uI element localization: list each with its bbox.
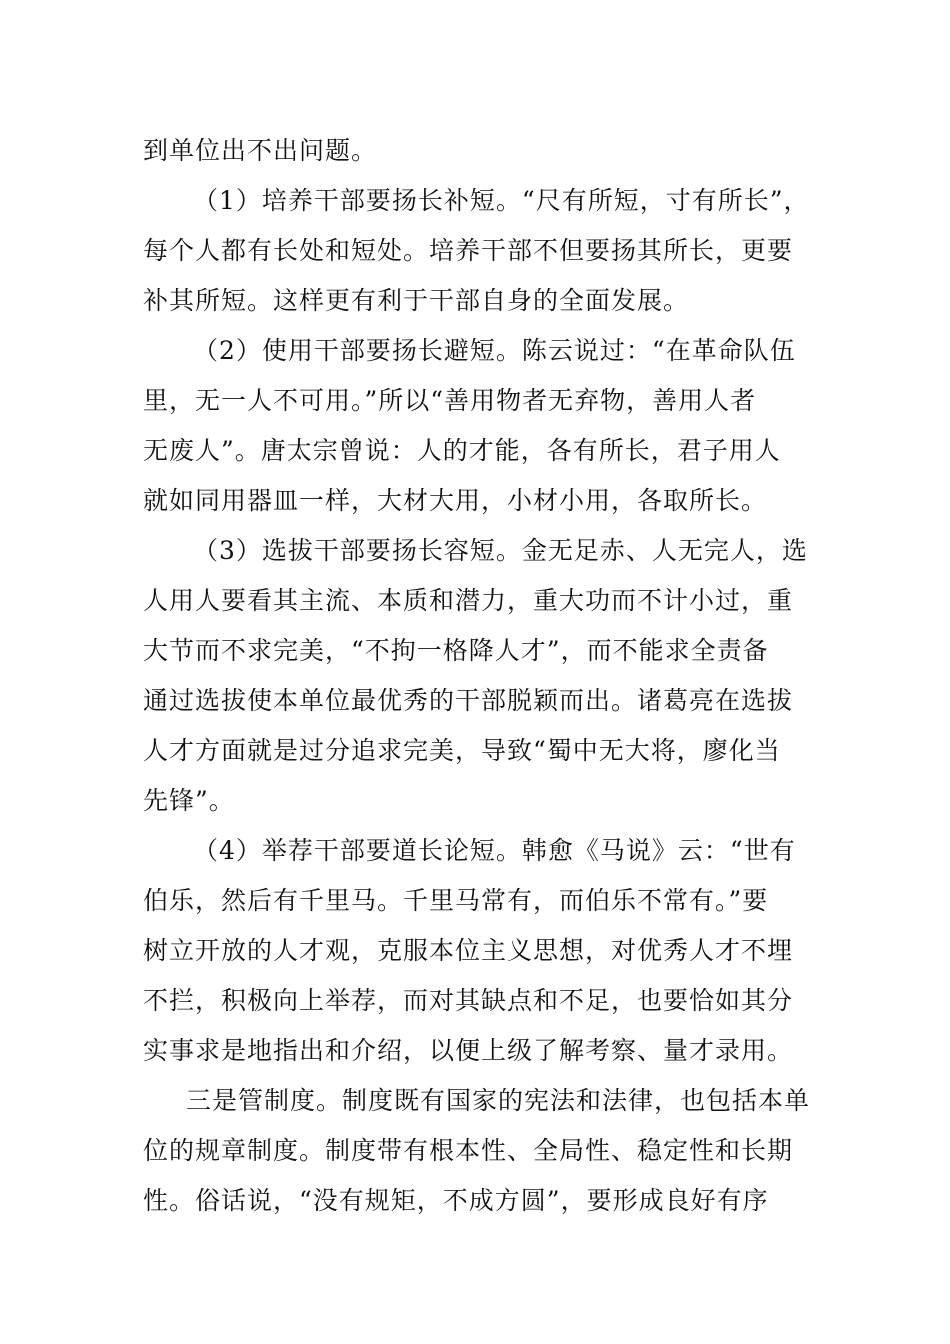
paragraph-1-start: （1）培养干部要扬长补短。“尺有所短，寸有所长”， bbox=[193, 186, 810, 215]
text-line: 位的规章制度。制度带有根本性、全局性、稳定性和长期 bbox=[143, 1136, 794, 1165]
text-line: 不拦，积极向上举荐，而对其缺点和不足，也要恰如其分 bbox=[143, 986, 794, 1015]
text-line: 到单位出不出问题。 bbox=[143, 136, 378, 165]
text-line: 树立开放的人才观，克服本位主义思想，对优秀人才不埋 bbox=[143, 936, 794, 965]
text-line: 伯乐，然后有千里马。千里马常有，而伯乐不常有。”要 bbox=[143, 886, 769, 915]
text-line: 实事求是地指出和介绍，以便上级了解考察、量才录用。 bbox=[143, 1036, 794, 1065]
text-line: 大节而不求完美，“不拘一格降人才”，而不能求全责备 bbox=[143, 636, 769, 665]
text-line: 无废人”。唐太宗曾说：人的才能，各有所长，君子用人 bbox=[143, 436, 781, 465]
text-line: 补其所短。这样更有利于干部自身的全面发展。 bbox=[143, 286, 690, 315]
paragraph-3-start: （3）选拔干部要扬长容短。金无足赤、人无完人，选 bbox=[193, 536, 808, 565]
paragraph-2-start: （2）使用干部要扬长避短。陈云说过：“在革命队伍 bbox=[193, 336, 796, 365]
paragraph-4-start: （4）举荐干部要道长论短。韩愈《马说》云：“世有 bbox=[193, 836, 796, 865]
text-line: 性。俗话说，“没有规矩，不成方圆”，要形成良好有序 bbox=[143, 1186, 769, 1215]
text-line: 人用人要看其主流、本质和潜力，重大功而不计小过，重 bbox=[143, 586, 794, 615]
text-line: 先锋”。 bbox=[143, 786, 235, 815]
text-line: 人才方面就是过分追求完美，导致“蜀中无大将，廖化当 bbox=[143, 736, 781, 765]
paragraph-5-start: 三是管制度。制度既有国家的宪法和法律，也包括本单 bbox=[186, 1086, 811, 1115]
text-line: 通过选拔使本单位最优秀的干部脱颖而出。诸葛亮在选拔 bbox=[143, 686, 794, 715]
text-line: 就如同用器皿一样，大材大用，小材小用，各取所长。 bbox=[143, 486, 768, 515]
text-line: 每个人都有长处和短处。培养干部不但要扬其所长，更要 bbox=[143, 236, 794, 265]
text-line: 里，无一人不可用。”所以“善用物者无弃物，善用人者 bbox=[143, 386, 757, 415]
